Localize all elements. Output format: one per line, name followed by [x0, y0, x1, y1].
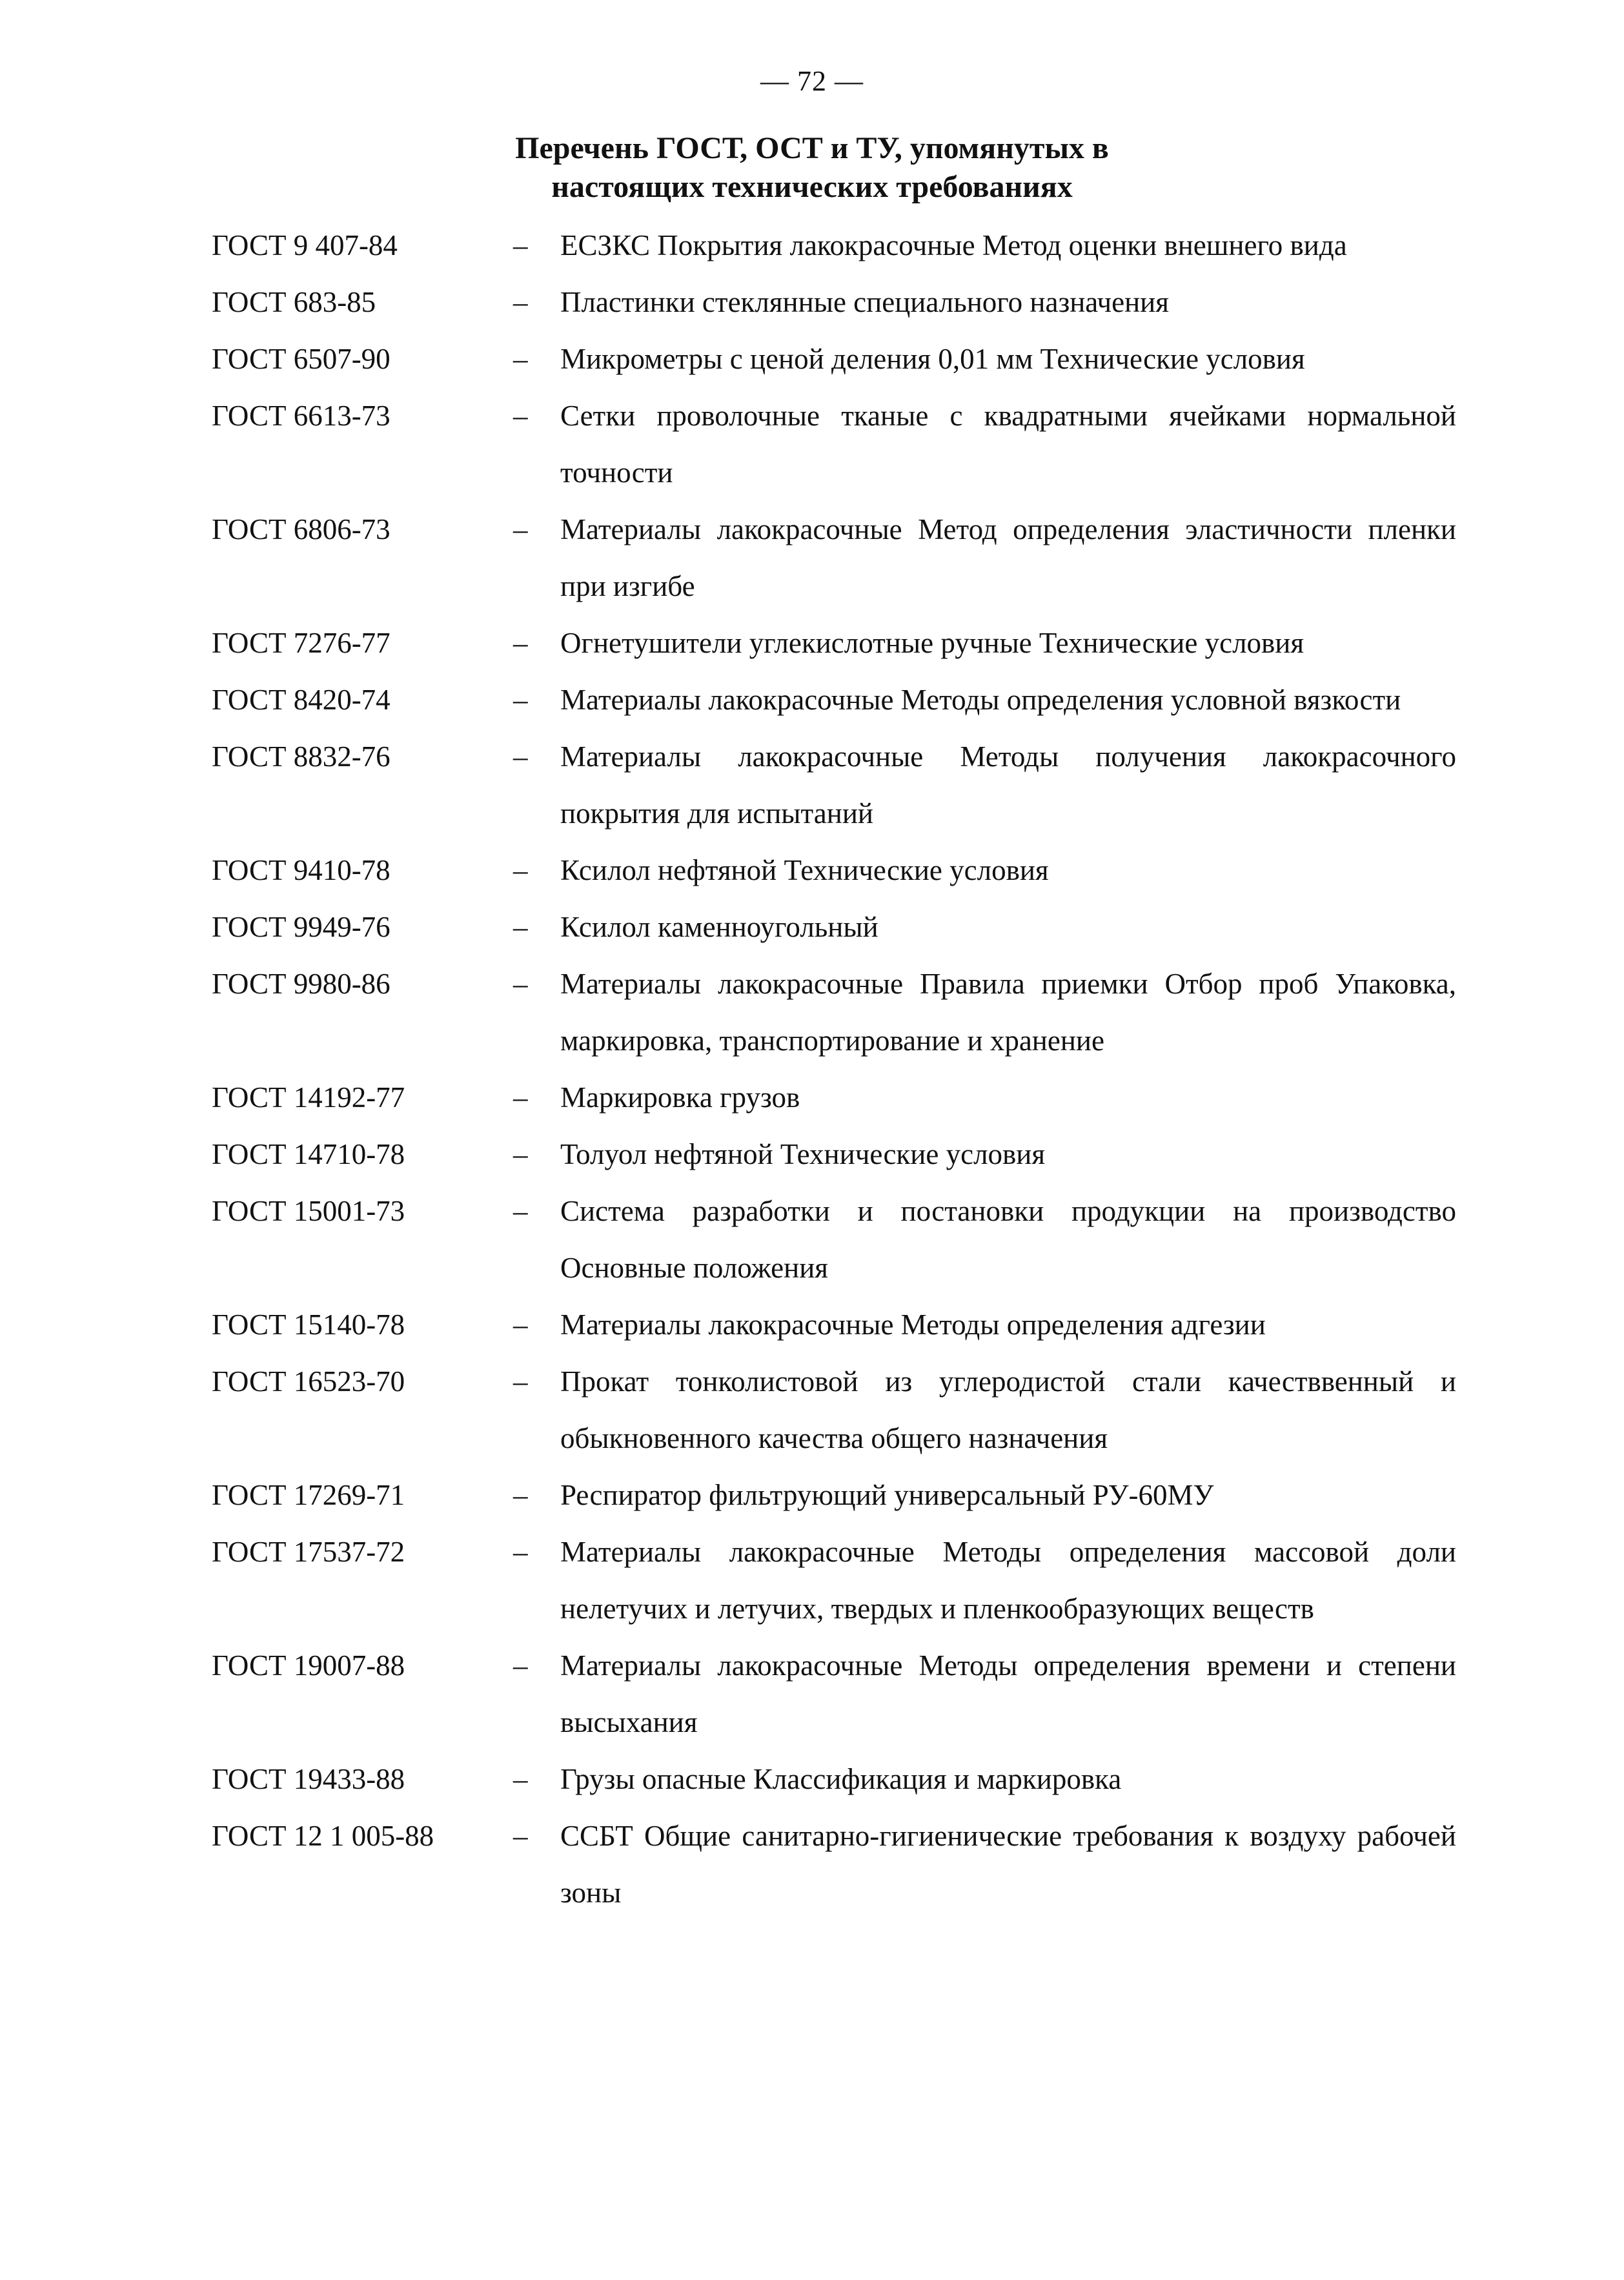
reference-row: [0, 842, 1624, 899]
dash-separator: –: [513, 229, 528, 261]
standard-code: ГОСТ 8832-76: [212, 740, 391, 773]
reference-row: [0, 1751, 1624, 1807]
dash-separator: –: [513, 343, 528, 375]
page-number: — 72 —: [760, 65, 864, 97]
reference-row: [0, 1637, 1624, 1751]
dash-separator: –: [513, 1479, 528, 1511]
standard-code: ГОСТ 9980-86: [212, 968, 391, 1000]
reference-list: [0, 217, 1624, 1921]
standard-description: Огнетушители углекислотные ручные Технические условия: [560, 627, 1304, 659]
dash-separator: –: [513, 1195, 528, 1227]
standard-code: ГОСТ 17537-72: [212, 1536, 405, 1568]
standard-description: Ксилол нефтяной Технические условия: [560, 854, 1049, 886]
reference-row: [0, 331, 1624, 387]
standard-code: ГОСТ 6507-90: [212, 343, 391, 375]
standard-code: ГОСТ 6806-73: [212, 513, 391, 545]
standard-code: ГОСТ 9 407-84: [212, 229, 398, 261]
dash-separator: –: [513, 1138, 528, 1170]
page-title-line-2: настоящих технических требованиях: [551, 170, 1073, 204]
standard-code: ГОСТ 15001-73: [212, 1195, 405, 1227]
standard-description: Прокат тонколистовой из углеродистой стали качестввенный и обыкновенного качества общего назначения: [560, 1365, 1456, 1454]
reference-row: [0, 1183, 1624, 1296]
standard-code: ГОСТ 14192-77: [212, 1081, 405, 1114]
standard-code: ГОСТ 14710-78: [212, 1138, 405, 1170]
standard-description: Материалы лакокрасочные Методы определения массовой доли нелетучих и летучих, твердых и пленкообразующих веществ: [560, 1536, 1456, 1625]
dash-separator: –: [513, 740, 528, 773]
dash-separator: –: [513, 911, 528, 943]
reference-row: [0, 615, 1624, 671]
reference-row: [0, 899, 1624, 955]
standard-description: Микрометры с ценой деления 0,01 мм Технические условия: [560, 343, 1305, 375]
standard-code: ГОСТ 19433-88: [212, 1763, 405, 1795]
dash-separator: –: [513, 684, 528, 716]
dash-separator: –: [513, 513, 528, 545]
dash-separator: –: [513, 1820, 528, 1852]
page-title-line-1: Перечень ГОСТ, ОСТ и ТУ, упомянутых в: [515, 131, 1109, 165]
standard-description: Пластинки стеклянные специального назначения: [560, 286, 1169, 318]
reference-row: [0, 217, 1624, 274]
reference-row: [0, 671, 1624, 728]
dash-separator: –: [513, 1763, 528, 1795]
reference-row: [0, 1296, 1624, 1353]
dash-separator: –: [513, 1536, 528, 1568]
standard-description: Респиратор фильтрующий универсальный РУ-60МУ: [560, 1479, 1214, 1511]
standard-code: ГОСТ 6613-73: [212, 400, 391, 432]
dash-separator: –: [513, 1365, 528, 1398]
reference-row: [0, 955, 1624, 1069]
standard-code: ГОСТ 16523-70: [212, 1365, 405, 1398]
reference-row: [0, 1126, 1624, 1183]
dash-separator: –: [513, 1308, 528, 1341]
reference-row: [0, 728, 1624, 842]
dash-separator: –: [513, 854, 528, 886]
dash-separator: –: [513, 400, 528, 432]
standard-description: Материалы лакокрасочные Правила приемки Отбор проб Упаковка, маркировка, транспортирование и хранение: [560, 968, 1456, 1057]
standard-description: Материалы лакокрасочные Методы определения адгезии: [560, 1308, 1266, 1341]
reference-row: [0, 1353, 1624, 1467]
standard-code: ГОСТ 7276-77: [212, 627, 391, 659]
dash-separator: –: [513, 1649, 528, 1682]
standard-description: Материалы лакокрасочные Метод определения эластичности пленки при изгибе: [560, 513, 1456, 602]
reference-row: [0, 1523, 1624, 1637]
standard-description: Материалы лакокрасочные Методы получения лакокрасочного покрытия для испытаний: [560, 740, 1456, 830]
reference-row: [0, 1807, 1624, 1921]
standard-code: ГОСТ 683-85: [212, 286, 376, 318]
standard-description: ЕСЗКС Покрытия лакокрасочные Метод оценки внешнего вида: [560, 229, 1347, 261]
standard-description: ССБТ Общие санитарно-гигиенические требования к воздуху рабочей зоны: [560, 1820, 1456, 1909]
reference-row: [0, 274, 1624, 331]
standard-description: Сетки проволочные тканые с квадратными ячейками нормальной точности: [560, 400, 1456, 489]
standard-code: ГОСТ 12 1 005-88: [212, 1820, 434, 1852]
standard-description: Грузы опасные Классификация и маркировка: [560, 1763, 1122, 1795]
dash-separator: –: [513, 627, 528, 659]
dash-separator: –: [513, 1081, 528, 1114]
standard-description: Материалы лакокрасочные Методы определения условной вязкости: [560, 684, 1401, 716]
standard-code: ГОСТ 9410-78: [212, 854, 391, 886]
dash-separator: –: [513, 968, 528, 1000]
standard-code: ГОСТ 15140-78: [212, 1308, 405, 1341]
reference-row: [0, 1467, 1624, 1523]
standard-code: ГОСТ 17269-71: [212, 1479, 405, 1511]
standard-description: Материалы лакокрасочные Методы определения времени и степени высыхания: [560, 1649, 1456, 1738]
standard-description: Толуол нефтяной Технические условия: [560, 1138, 1046, 1170]
standard-description: Ксилол каменноугольный: [560, 911, 878, 943]
standard-description: Маркировка грузов: [560, 1081, 800, 1114]
page-title: [0, 129, 1624, 207]
standard-description: Система разработки и постановки продукции на производство Основные положения: [560, 1195, 1456, 1284]
reference-row: [0, 1069, 1624, 1126]
standard-code: ГОСТ 9949-76: [212, 911, 391, 943]
reference-row: [0, 501, 1624, 615]
dash-separator: –: [513, 286, 528, 318]
standard-code: ГОСТ 8420-74: [212, 684, 391, 716]
standard-code: ГОСТ 19007-88: [212, 1649, 405, 1682]
reference-row: [0, 387, 1624, 501]
